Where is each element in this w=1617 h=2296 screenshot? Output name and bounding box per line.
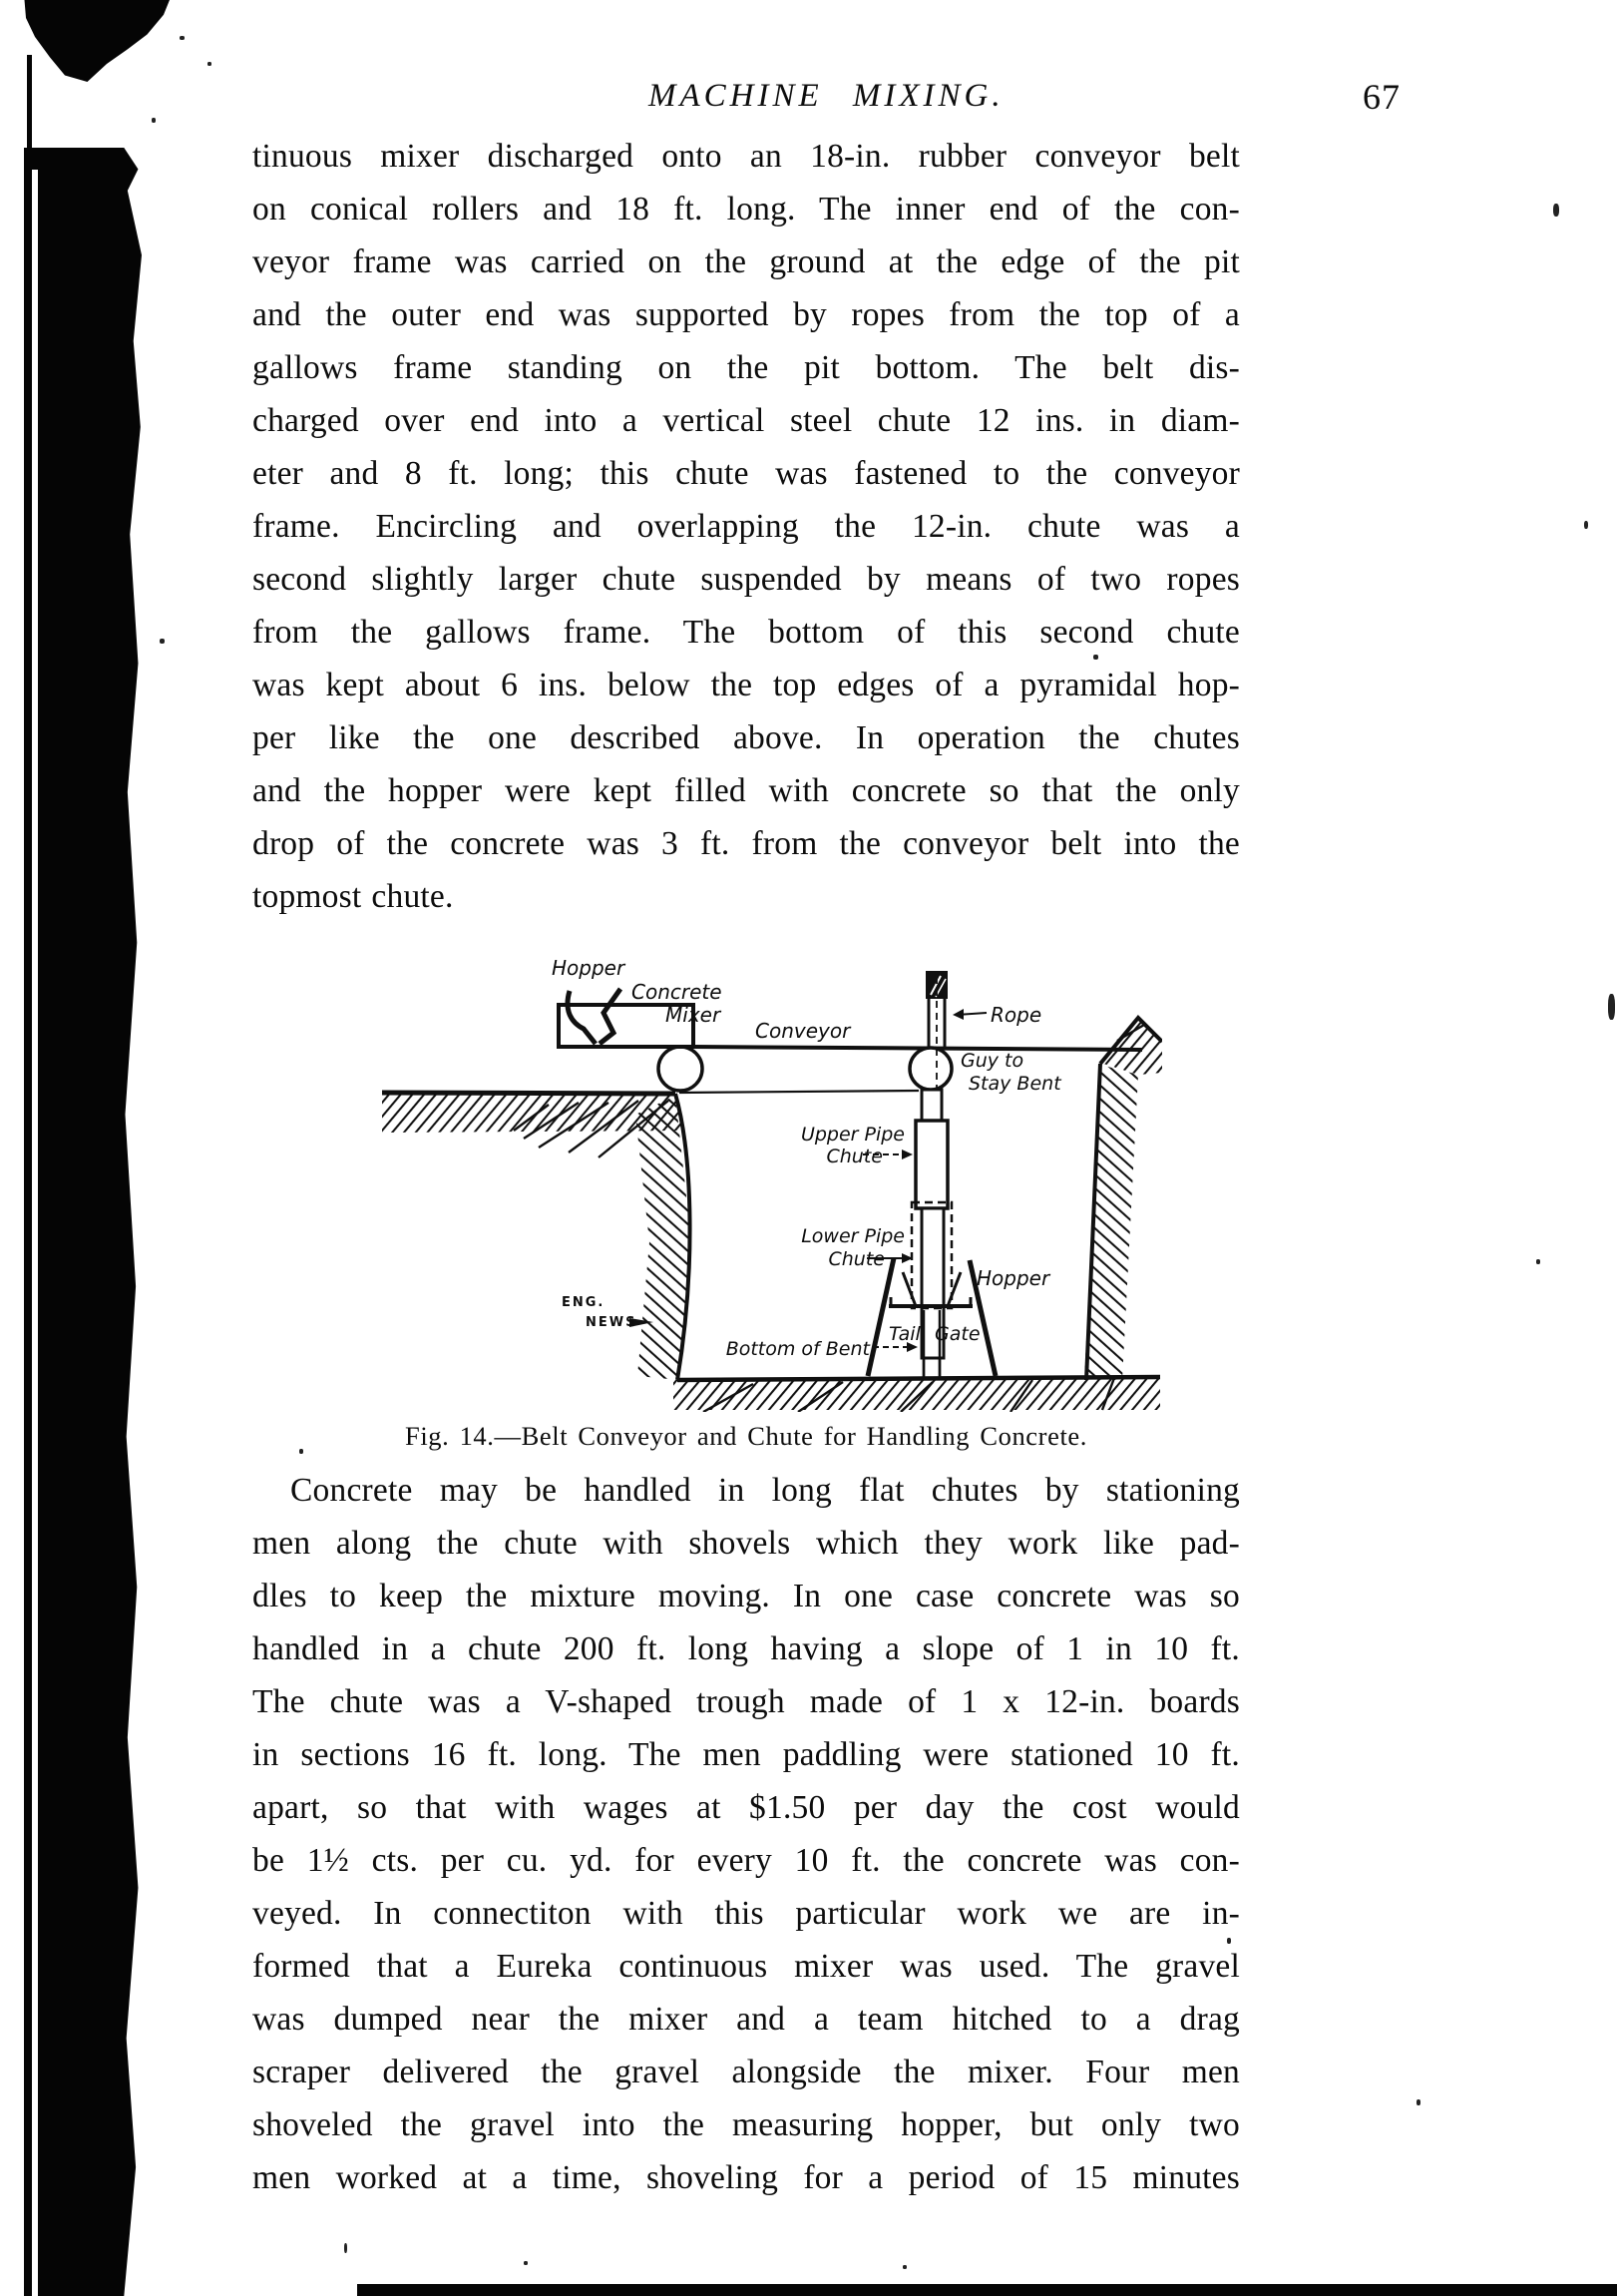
scan-speck (160, 639, 165, 644)
scan-speck (524, 2261, 528, 2265)
label-credit-1: ENG. (562, 1295, 606, 1310)
label-guy-1: Guy to (961, 1050, 1024, 1072)
scan-speck (180, 36, 185, 40)
scan-speck (1536, 1259, 1540, 1264)
label-lower-2: Chute (828, 1248, 885, 1270)
scan-bottom-bar (357, 2284, 1617, 2296)
label-hopper-bottom: Hopper (977, 1266, 1050, 1290)
text-line: per like the one described above. In operation the chutes (252, 719, 1240, 756)
text-line: from the gallows frame. The bottom of this second chute (252, 614, 1240, 651)
text-line: and the hopper were kept filled with concrete so that the only (252, 772, 1240, 809)
label-bottom-of-bent: Bottom of Bent (725, 1338, 870, 1360)
text-line: men worked at a time, shoveling for a period of 15 minutes (252, 2159, 1240, 2196)
text-line: veyor frame was carried on the ground at the edge of the pit (252, 243, 1240, 280)
label-guy-2: Stay Bent (969, 1073, 1061, 1095)
page-title: MACHINE MIXING. (648, 78, 1005, 114)
upper-chute-arrowhead (902, 1149, 913, 1159)
label-mixer-2: Mixer (665, 1003, 721, 1027)
conveyor-return-line (679, 1091, 919, 1093)
label-conveyor: Conveyor (755, 1019, 851, 1043)
text-line: be 1½ cts. per cu. yd. for every 10 ft. the concrete was con- (252, 1842, 1240, 1879)
text-line: men along the chute with shovels which they work like pad- (252, 1525, 1240, 1562)
scan-binding-shadow (24, 148, 142, 2296)
rope-arrowhead (953, 1009, 964, 1020)
label-rope: Rope (991, 1003, 1042, 1027)
figure-14 (374, 943, 1162, 1412)
text-line: was kept about 6 ins. below the top edges of a pyramidal hop- (252, 667, 1240, 703)
scan-speck (903, 2265, 907, 2269)
conveyor-belt-line (693, 1047, 1142, 1050)
text-line: handled in a chute 200 ft. long having a slope of 1 in 10 ft. (252, 1630, 1240, 1667)
text-line: second slightly larger chute suspended by means of two ropes (252, 561, 1240, 598)
text-line: topmost chute. (252, 878, 454, 915)
label-hopper-top: Hopper (552, 956, 625, 980)
text-line: and the outer end was supported by ropes from the top of a (252, 296, 1240, 333)
text-line: shoveled the gravel into the measuring hopper, but only two (252, 2106, 1240, 2143)
label-mixer-1: Concrete (631, 980, 722, 1004)
conveyor (658, 1047, 1142, 1093)
text-line: scraper delivered the gravel alongside the mixer. Four men (252, 2054, 1240, 2090)
text-line: veyed. In connectiton with this particular work we are in- (252, 1895, 1240, 1932)
scan-speck (1553, 204, 1559, 217)
scan-speck (152, 118, 156, 123)
text-line: on conical rollers and 18 ft. long. The inner end of the con- (252, 191, 1240, 228)
figure-caption: Fig. 14.—Belt Conveyor and Chute for Handling Concrete. (404, 1421, 1087, 1451)
label-upper-1: Upper Pipe (800, 1124, 905, 1146)
paragraph-1 (252, 130, 1240, 923)
text-line: frame. Encircling and overlapping the 12-in. chute was a (252, 508, 1240, 545)
text-line: eter and 8 ft. long; this chute was fastened to the conveyor (252, 455, 1240, 492)
text-line: in sections 16 ft. long. The men paddling were stationed 10 ft. (252, 1736, 1240, 1773)
label-lower-1: Lower Pipe (801, 1225, 905, 1247)
text-line: The chute was a V-shaped trough made of 1 x 12-in. boards (252, 1683, 1240, 1720)
scan-ink-blob (20, 0, 170, 82)
scan-binding-gap (32, 170, 38, 2296)
text-line: gallows frame standing on the pit bottom. The belt dis- (252, 349, 1240, 386)
label-upper-2: Chute (826, 1146, 883, 1167)
text-line: was dumped near the mixer and a team hitched to a drag (252, 2001, 1240, 2038)
text-line: charged over end into a vertical steel chute 12 ins. in diam- (252, 402, 1240, 439)
conveyor-roller-right (910, 1048, 952, 1090)
figure-14-diagram (374, 943, 1162, 1412)
chute-connector (922, 1090, 942, 1121)
scan-speck (344, 2243, 347, 2253)
label-credit-2: NEWS (586, 1315, 637, 1330)
upper-pipe-chute (916, 1121, 948, 1208)
text-line: apart, so that with wages at $1.50 per day the cost would (252, 1789, 1240, 1826)
text-line: Concrete may be handled in long flat chutes by stationing (290, 1472, 1240, 1509)
scan-speck (1416, 2099, 1420, 2105)
text-line: drop of the concrete was 3 ft. from the conveyor belt into the (252, 825, 1240, 862)
scan-speck (1584, 521, 1588, 529)
label-gate: Gate (935, 1323, 981, 1345)
text-line: dles to keep the mixture moving. In one case concrete was so (252, 1578, 1240, 1614)
conveyor-roller-left (658, 1047, 702, 1091)
paragraph-2 (252, 1464, 1240, 2204)
text-line: tinuous mixer discharged onto an 18-in. rubber conveyor belt (252, 138, 1240, 175)
text-line: formed that a Eureka continuous mixer was used. The gravel (252, 1948, 1240, 1985)
scan-speck (207, 62, 211, 66)
scan-speck (1608, 994, 1615, 1020)
label-tail: Tail (889, 1323, 921, 1345)
page-number: 67 (1363, 77, 1401, 117)
